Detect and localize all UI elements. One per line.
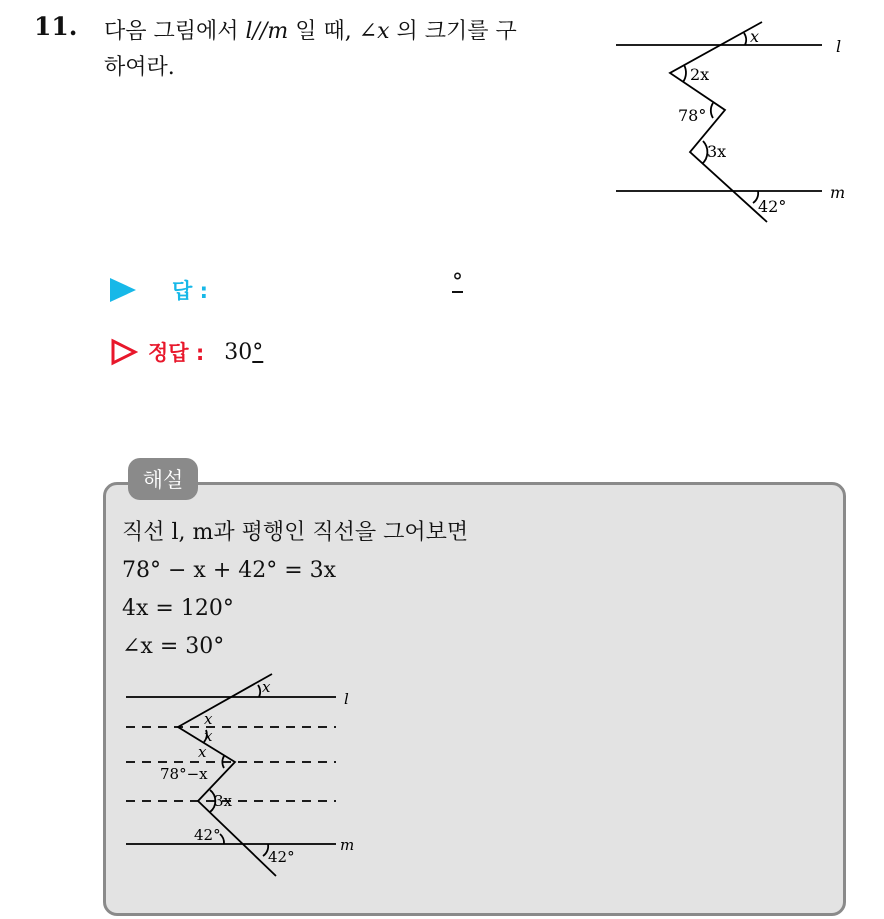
solution-line: ∠x = 30°: [122, 634, 225, 659]
label-42: 42°: [758, 197, 787, 216]
label-78: 78°: [678, 106, 707, 125]
question-text-part: 일 때,: [288, 19, 359, 44]
math-parallel: l//m: [245, 19, 289, 44]
angle-arc-2x: [683, 65, 686, 82]
angle-arc-x: [258, 685, 260, 697]
key-number: 30: [224, 339, 253, 365]
key-value: [224, 340, 263, 365]
label-2x: 2x: [690, 65, 710, 84]
label-42: 42°: [194, 826, 221, 844]
label-3x: 3x: [214, 792, 233, 810]
key-row: [110, 336, 263, 368]
solution-line: 직선 l, m과 평행인 직선을 그어보면: [122, 520, 469, 545]
label-3x: 3x: [707, 142, 727, 161]
label-l: l: [836, 37, 842, 56]
label-x: x: [750, 27, 760, 46]
outline-triangle-icon: [110, 338, 138, 366]
label-m: m: [830, 183, 846, 202]
play-triangle-icon: [110, 278, 136, 302]
label-42: 42°: [268, 848, 295, 866]
label-x: x: [204, 710, 213, 728]
question-number: 11.: [34, 12, 78, 41]
label-x: x: [262, 678, 271, 696]
problem-figure: [610, 18, 860, 228]
angle-arc-42: [220, 834, 224, 844]
label-m: m: [340, 836, 355, 854]
question-text: [104, 14, 594, 86]
question-line-1: [104, 14, 594, 50]
solution-figure: [118, 668, 378, 880]
label-78-minus-x: 78°−x: [160, 765, 208, 783]
label-x: x: [204, 727, 213, 745]
solution-line: 78° − x + 42° = 3x: [122, 558, 337, 583]
label-x: x: [198, 743, 207, 761]
math-angle-x: ∠x: [358, 19, 390, 44]
answer-blank[interactable]: °: [452, 270, 463, 295]
question-text-part: 의 크기를 구: [389, 19, 517, 44]
question-line-2: 하여라.: [104, 55, 175, 80]
solution-tag: 해설: [128, 458, 198, 500]
solution-text: [122, 514, 468, 666]
answer-label: 답 :: [172, 279, 208, 303]
key-unit: °: [252, 339, 264, 365]
label-l: l: [344, 690, 349, 708]
key-label: 정답 :: [148, 341, 205, 365]
angle-arc-78: [711, 103, 713, 118]
answer-row: [110, 274, 208, 306]
solution-line: 4x = 120°: [122, 596, 234, 621]
angle-arc-x: [744, 33, 746, 45]
question-text-part: 다음 그림에서: [104, 19, 246, 44]
